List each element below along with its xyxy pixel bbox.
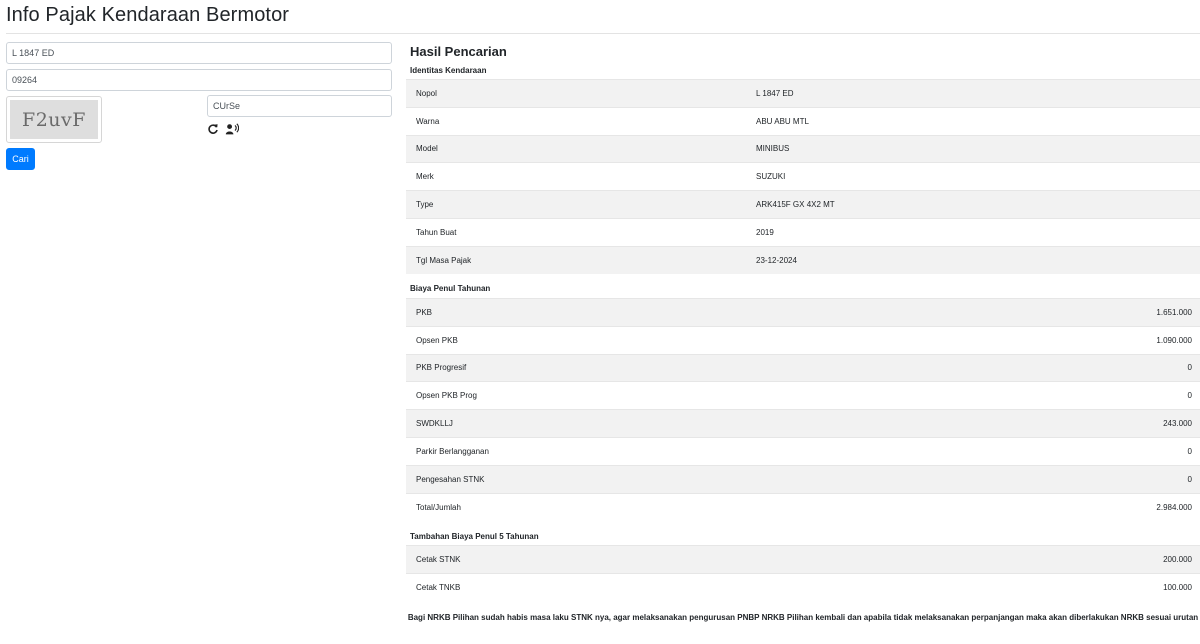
row-label: Tgl Masa Pajak — [406, 246, 746, 274]
captcha-image-frame — [6, 96, 102, 143]
row-value: 23-12-2024 — [746, 246, 1200, 274]
table-row — [406, 410, 1200, 438]
row-value: SUZUKI — [746, 163, 1200, 191]
row-value: ARK415F GX 4X2 MT — [746, 191, 1200, 219]
plate-number-input[interactable] — [6, 42, 392, 64]
results-header — [410, 44, 1200, 59]
row-value: 1.090.000 — [746, 326, 1200, 354]
tambahan-table — [406, 545, 1200, 601]
row-value: 0 — [746, 437, 1200, 465]
row-label: Model — [406, 135, 746, 163]
table-row — [406, 191, 1200, 219]
refresh-icon[interactable] — [207, 122, 219, 134]
page-title: Info Pajak Kendaraan Bermotor — [6, 4, 290, 26]
row-value: 243.000 — [746, 410, 1200, 438]
table-row — [406, 465, 1200, 493]
row-label: Cetak STNK — [406, 546, 746, 574]
row-label: Pengesahan STNK — [406, 465, 746, 493]
captcha-tools — [207, 122, 239, 134]
row-label: Type — [406, 191, 746, 219]
results-title: Hasil Pencarian — [410, 44, 507, 59]
table-row — [406, 354, 1200, 382]
table-row — [406, 246, 1200, 274]
row-label: Merk — [406, 163, 746, 191]
row-value: 200.000 — [746, 546, 1200, 574]
table-row — [406, 493, 1200, 521]
row-label: SWDKLLJ — [406, 410, 746, 438]
row-label: Opsen PKB Prog — [406, 382, 746, 410]
title-divider — [6, 33, 1200, 34]
row-label: Warna — [406, 107, 746, 135]
nrkb-notice: Bagi NRKB Pilihan sudah habis masa laku STNK nya, agar melaksanakan pengurusan PNBP NRKB Pilihan kembali dan apabila tidak melaksanakan perpanjangan maka akan diberlakukan NRKB sesuai urutan — [407, 613, 1199, 622]
row-label: PKB Progresif — [406, 354, 746, 382]
table-row — [406, 382, 1200, 410]
row-value: 1.651.000 — [746, 299, 1200, 327]
row-label: Total/Jumlah — [406, 493, 746, 521]
table-row — [406, 437, 1200, 465]
row-value: 2.984.000 — [746, 493, 1200, 521]
audio-icon[interactable] — [225, 122, 239, 134]
row-value: 100.000 — [746, 573, 1200, 601]
row-label: Opsen PKB — [406, 326, 746, 354]
code-input[interactable] — [6, 69, 392, 91]
row-label: Parkir Berlangganan — [406, 437, 746, 465]
section-title-biaya: Biaya Penul Tahunan — [410, 284, 491, 293]
row-label: PKB — [406, 299, 746, 327]
row-value: MINIBUS — [746, 135, 1200, 163]
biaya-table — [406, 298, 1200, 521]
table-row — [406, 573, 1200, 601]
table-row — [406, 135, 1200, 163]
row-value: 0 — [746, 382, 1200, 410]
row-value: 0 — [746, 465, 1200, 493]
row-label: Nopol — [406, 80, 746, 108]
table-row — [406, 163, 1200, 191]
row-label: Tahun Buat — [406, 218, 746, 246]
table-row — [406, 326, 1200, 354]
section-title-identitas: Identitas Kendaraan — [410, 66, 487, 75]
captcha-image: F2uvF — [10, 100, 98, 139]
captcha-input[interactable] — [207, 95, 392, 117]
row-label: Cetak TNKB — [406, 573, 746, 601]
identitas-table — [406, 79, 1200, 274]
row-value: ABU ABU MTL — [746, 107, 1200, 135]
row-value: 0 — [746, 354, 1200, 382]
table-row — [406, 218, 1200, 246]
table-row — [406, 107, 1200, 135]
table-row — [406, 546, 1200, 574]
table-row — [406, 80, 1200, 108]
search-button[interactable]: Cari — [6, 148, 35, 170]
table-row — [406, 299, 1200, 327]
row-value: L 1847 ED — [746, 80, 1200, 108]
section-title-tambahan: Tambahan Biaya Penul 5 Tahunan — [410, 532, 539, 541]
row-value: 2019 — [746, 218, 1200, 246]
